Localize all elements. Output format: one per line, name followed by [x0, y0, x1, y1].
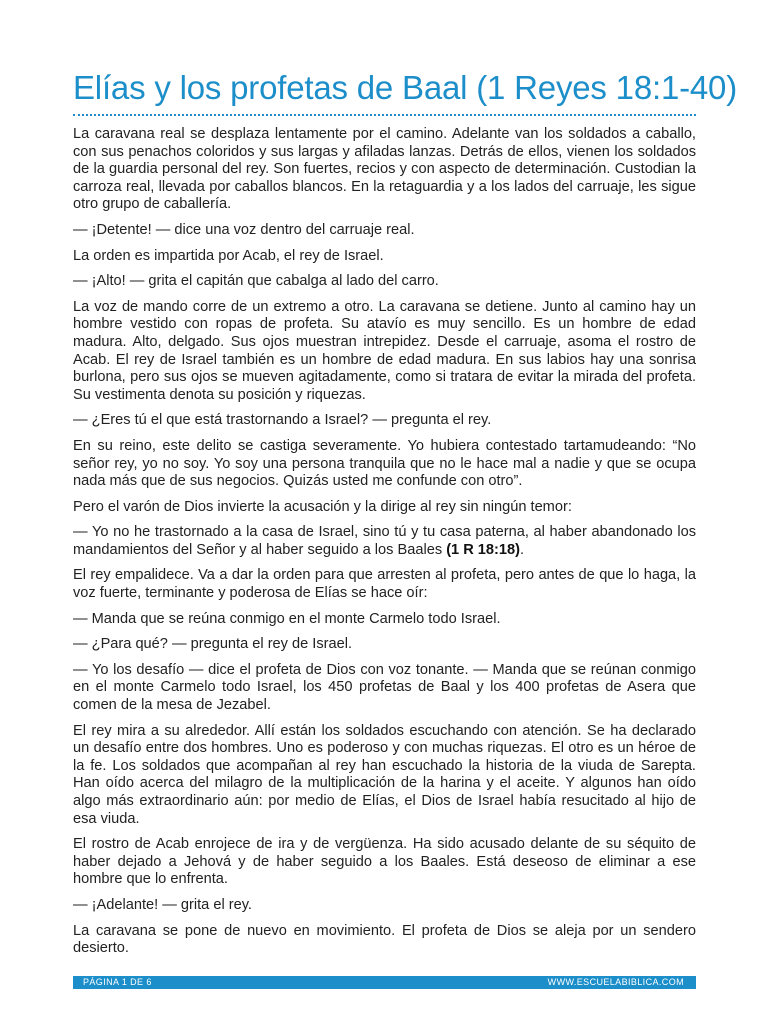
paragraph: — ¡Detente! — dice una voz dentro del carruaje real.: [73, 221, 415, 238]
quote-paragraph: [73, 524, 696, 559]
paragraph: La caravana se pone de nuevo en movimiento. El profeta de Dios se aleja por un sendero desierto.: [73, 922, 696, 957]
title-dotted-rule: [73, 114, 696, 116]
paragraph: En su reino, este delito se castiga severamente. Yo hubiera contestado tartamudeando: “No señor rey, yo no soy. Yo soy una persona tranquila que no le hace mal a nadie y que se ocupa nada más que de sus negocios. Quizás usted me confunde con otro”.: [73, 437, 696, 490]
paragraph: La voz de mando corre de un extremo a otro. La caravana se detiene. Junto al camino hay un hombre vestido con ropas de profeta. Su atavío es muy sencillo. Es un hombre de edad madura. Alto, delgado. Sus ojos muestran intrepidez. Desde el carruaje, asoma el rostro de Acab. El rey de Israel también es un hombre de edad madura. En sus labios hay una sonrisa burlona, pero sus ojos se mueven agitadamente, como si tratara de evitar la mirada del profeta. Su vestimenta denota su posición y riquezas.: [73, 298, 696, 403]
paragraph: La orden es impartida por Acab, el rey de Israel.: [73, 247, 384, 264]
bible-reference: (1 R 18:18): [446, 541, 520, 558]
paragraph: — Yo los desafío — dice el profeta de Dios con voz tonante. — Manda que se reúnan conmigo en el monte Carmelo todo Israel, los 450 profetas de Baal y los 400 profetas de Asera que comen de la mesa de Jezabel.: [73, 661, 696, 714]
paragraph: El rey empalidece. Va a dar la orden para que arresten al profeta, pero antes de que lo haga, la voz fuerte, terminante y poderosa de Elías se hace oír:: [73, 567, 696, 602]
page-number: PÁGINA 1 DE 6: [83, 977, 152, 987]
document-page: [73, 0, 737, 1024]
page-footer: [73, 976, 696, 989]
paragraph: — ¿Eres tú el que está trastornando a Israel? — pregunta el rey.: [73, 412, 492, 429]
document-body: [73, 126, 696, 966]
paragraph: Pero el varón de Dios invierte la acusación y la dirige al rey sin ningún temor:: [73, 498, 572, 515]
paragraph: — Manda que se reúna conmigo en el monte Carmelo todo Israel.: [73, 610, 501, 627]
document-title: Elías y los profetas de Baal (1 Reyes 18:1-40): [73, 69, 737, 106]
paragraph: El rostro de Acab enrojece de ira y de vergüenza. Ha sido acusado delante de su séquito de haber dejado a Jehová y de haber seguido a los Baales. Está deseoso de eliminar a ese hombre que lo enfrenta.: [73, 836, 696, 888]
paragraph: — ¿Para qué? — pregunta el rey de Israel.: [73, 636, 353, 653]
quote-text: — Yo no he trastornado a la casa de Israel, sino tú y tu casa paterna, al haber abandonado los mandamientos del Señor y al haber seguido a los Baales: [73, 524, 696, 558]
paragraph: — ¡Adelante! — grita el rey.: [73, 896, 252, 913]
paragraph: El rey mira a su alrededor. Allí están los soldados escuchando con atención. Se ha declarado un desafío entre dos hombres. Uno es poderoso y con muchas riquezas. El otro es un héroe de la fe. Los soldados que acompañan al rey han escuchado la historia de la viuda de Sarepta. Han oído acerca del milagro de la multiplicación de la harina y el aceite. Y algunos han oído algo más extraordinario aún: por medio de Elías, el Dios de Israel había resucitado al hijo de esa viuda.: [73, 722, 696, 827]
paragraph: — ¡Alto! — grita el capitán que cabalga al lado del carro.: [73, 273, 439, 290]
paragraph: La caravana real se desplaza lentamente por el camino. Adelante van los soldados a caballo, con sus penachos coloridos y sus largas y afiladas lanzas. Detrás de ellos, vienen los soldados de la guardia personal del rey. Son fuertes, recios y con aspecto de determinación. Custodian la carroza real, llevada por caballos blancos. En la retaguardia y a los lados del carruaje, les sigue otro grupo de caballería.: [73, 126, 696, 213]
quote-end: .: [520, 541, 525, 558]
website-link[interactable]: WWW.ESCUELABIBLICA.COM: [547, 977, 684, 987]
